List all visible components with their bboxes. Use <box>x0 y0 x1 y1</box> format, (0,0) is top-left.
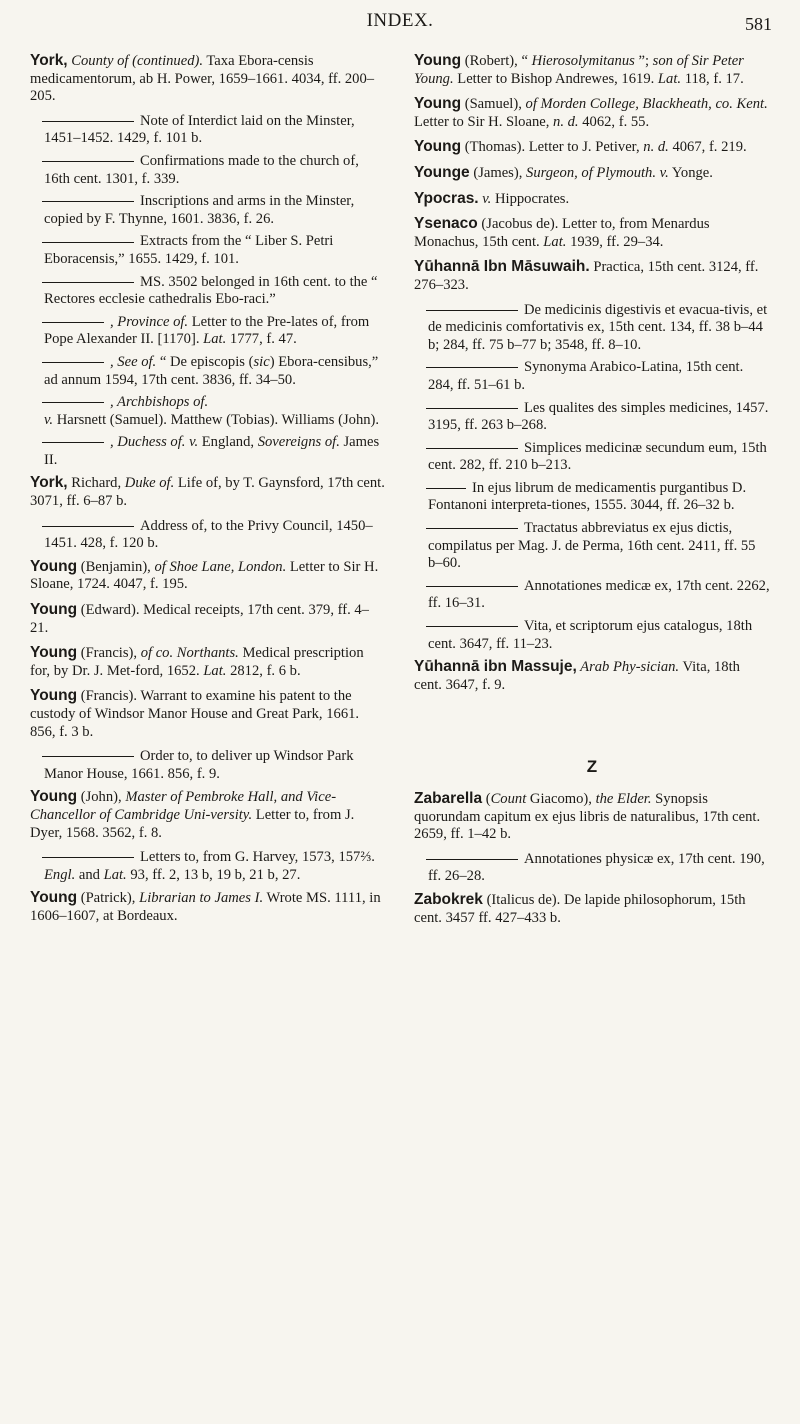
page-title: INDEX. <box>366 10 434 31</box>
entry-text: Life of, by T. Gaynsford, 17th cent. 3071, ff. 6–87 b. <box>30 475 385 510</box>
subentry-text: ) Ebora-censibus,” ad annum 1594, 17th cent. 3836, ff. 34–50. <box>44 353 379 388</box>
entry-younge-james <box>414 164 770 183</box>
headword: Young <box>414 138 462 156</box>
dash-rule <box>42 857 134 858</box>
entry-text: Wrote MS. 1111, in 1606–1607, at Bordeaux. <box>30 890 381 924</box>
subentry <box>30 274 386 309</box>
see-also-marker: v. <box>189 434 199 451</box>
subentry-qualifier: , Province of. <box>110 313 189 330</box>
page-number: 581 <box>745 14 772 34</box>
subentry <box>30 233 386 268</box>
entry-text: Giacomo), <box>526 791 596 807</box>
section-letter: Z <box>586 757 598 777</box>
subentry <box>30 748 386 783</box>
subentry <box>414 400 770 435</box>
dash-rule <box>42 121 134 122</box>
entry-text: Practica, 15th cent. 3124, ff. 276–323. <box>414 259 759 293</box>
headword: Yūhannā Ibn Māsuwaih. <box>414 258 590 276</box>
headword: Young <box>30 557 78 575</box>
sic-note: sic <box>253 353 270 370</box>
entry-text: Synopsis quorundam capitum ex ejus libris de naturalibus, 17th cent. 2659, ff. 1–42 b. <box>414 791 761 843</box>
headword: Ypocras. <box>414 189 479 207</box>
entry-text: (Samuel), <box>461 96 526 113</box>
subentry <box>414 851 770 886</box>
subentry-text: In ejus librum de medicamentis purgantibus D. Fontanoni interpreta-tiones, 1555. 3044, ff. 26–32 b. <box>428 479 747 514</box>
headword: Young <box>30 687 78 705</box>
subentry-province <box>30 314 386 349</box>
entry-text: 1939, ff. 29–34. <box>566 233 664 250</box>
entry-text: Letter to Sir H. Sloane, 1724. 4047, f. 195. <box>30 558 379 593</box>
dash-rule <box>42 402 104 403</box>
subentry-text: “ De episcopis ( <box>156 353 254 370</box>
headword: York, <box>30 474 68 492</box>
entry-text: 2812, f. 6 b. <box>226 662 301 679</box>
left-column <box>30 52 386 933</box>
entry-text: (Robert), “ <box>461 53 532 69</box>
subentry-text: De medicinis digestivis et evacua-tivis, et de medicinis comfortativis ex, 15th cent. 134, ff. 38 b–44 b; 284, ff. 75 b–77 b; 3548, ff. 8–10. <box>428 301 768 353</box>
headword: Zabokrek <box>414 890 483 908</box>
subentry-text: James II. <box>44 434 380 468</box>
right-column <box>414 52 770 934</box>
language-tag: Lat. <box>543 233 567 250</box>
subentry-text: Letter to the Pre-lates of, from Pope Alexander II. [1170]. <box>44 313 370 348</box>
entry-text: Hippocrates. <box>491 190 570 207</box>
subentry <box>414 359 770 394</box>
language-tag: Lat. <box>657 70 682 87</box>
subentry-text: Extracts from the “ Liber S. Petri Eboracensis,” 1655. 1429, f. 101. <box>44 233 334 267</box>
subentry <box>414 578 770 613</box>
entry-text: Letter to Bishop Andrewes, 1619. <box>453 70 658 87</box>
entry-ypocras <box>414 190 770 209</box>
entry-qualifier: Surgeon, of Plymouth. <box>526 164 657 181</box>
subentry-text: England, <box>198 434 258 451</box>
entry-young-francis-northants <box>30 644 386 680</box>
entry-text: (Italicus de). De lapide philosophorum, 15th cent. 3457 ff. 427–433 b. <box>414 891 746 926</box>
entry-text: Yonge. <box>668 164 713 181</box>
subentry-text: Simplices medicinæ secundum eum, 15th cent. 282, ff. 210 b–213. <box>428 439 767 474</box>
entry-young-francis-windsor <box>30 687 386 741</box>
subentry-text: Tractatus abbreviatus ex ejus dictis, compilatus per Mag. J. de Perma, 16th cent. 2411, ff. 55 b–60. <box>428 520 756 572</box>
entry-ysenaco <box>414 215 770 251</box>
dash-rule <box>42 322 104 323</box>
subentry-qualifier: , Duchess of. <box>110 434 186 451</box>
subentry <box>414 618 770 653</box>
subentry-text: Annotationes medicæ ex, 17th cent. 2262, ff. 16–31. <box>428 577 770 612</box>
dash-rule <box>42 282 134 283</box>
subentry-duchess <box>30 434 386 469</box>
dash-rule <box>426 448 518 449</box>
subentry-qualifier: Sovereigns of. <box>257 434 340 451</box>
dash-rule <box>42 526 134 527</box>
entry-young-patrick <box>30 889 386 925</box>
headword: Younge <box>414 163 470 181</box>
headword: Young <box>30 601 78 619</box>
entry-qualifier: Duke of. <box>124 475 175 492</box>
entry-young-edward <box>30 601 386 637</box>
language-tag: Lat. <box>203 331 227 348</box>
entry-yuhanna-massuje <box>414 658 770 694</box>
subentry <box>30 153 386 188</box>
subentry <box>30 518 386 553</box>
subentry <box>414 302 770 355</box>
entry-qualifier: Master of Pembroke Hall, and Vice-Chancellor of Cambridge Uni-versity. <box>30 789 337 823</box>
entry-text: (Jacobus de). Letter to, from Menardus Monachus, 15th cent. <box>414 216 710 250</box>
entry-york-county <box>30 52 386 106</box>
entry-text: 118, f. 17. <box>681 70 744 87</box>
entry-qualifier: the Elder. <box>595 791 652 807</box>
headword: Ysenaco <box>414 215 478 233</box>
subentry <box>414 440 770 475</box>
subentry-text: Inscriptions and arms in the Minster, copied by F. Thynne, 1601. 3836, f. 26. <box>44 193 355 227</box>
entry-york-richard <box>30 474 386 510</box>
subentry <box>30 849 386 884</box>
subentry-text: Annotationes physicæ ex, 17th cent. 190, ff. 26–28. <box>428 850 765 885</box>
headword: Young <box>30 889 78 907</box>
subentry-text: Les qualites des simples medicines, 1457. 3195, ff. 263 b–268. <box>428 399 769 434</box>
headword: York, <box>30 52 68 69</box>
dash-rule <box>426 859 518 860</box>
language-tag: Lat. <box>203 662 227 679</box>
entry-text: (Thomas). Letter to J. Petiver, <box>461 139 644 156</box>
entry-text: Richard, <box>67 475 125 492</box>
entry-text: 4062, f. 55. <box>578 113 650 130</box>
entry-young-thomas <box>414 138 770 157</box>
subentry-text: 93, ff. 2, 13 b, 19 b, 21 b, 27. <box>126 866 301 883</box>
entry-text: (Francis). Warrant to examine his patent to the custody of Windsor Manor House and Great Park, 1661. 856, f. 3 b. <box>30 688 360 740</box>
entry-text: (Edward). Medical receipts, 17th cent. 379, ff. 4–21. <box>30 602 369 636</box>
headword: Young <box>30 644 78 662</box>
subentry-qualifier: , Archbishops of. <box>110 394 209 411</box>
subentry-text: and <box>75 866 104 883</box>
subentry-see <box>30 354 386 389</box>
entry-qualifier: Count <box>490 791 527 807</box>
no-date-tag: n. d. <box>553 113 579 130</box>
subentry-qualifier: , See of. <box>110 353 157 370</box>
entry-qualifier: of Shoe Lane, London. <box>154 558 287 575</box>
see-also-marker: v. <box>44 411 54 428</box>
entry-text: (Patrick), <box>77 890 140 907</box>
entry-text: Taxa Ebora-censis medicamentorum, ab H. Power, 1659–1661. 4034, ff. 200–205. <box>30 53 375 105</box>
no-date-tag: n. d. <box>643 139 669 156</box>
dash-rule <box>426 367 518 368</box>
entry-zabokrek <box>414 891 770 927</box>
entry-young-benjamin <box>30 558 386 594</box>
entry-text: ( <box>482 791 491 807</box>
entry-zabarella <box>414 790 770 844</box>
dash-rule <box>42 756 134 757</box>
subentry-text: Confirmations made to the church of, 16th cent. 1301, f. 339. <box>44 152 359 187</box>
entry-qualifier: son of Sir Peter Young. <box>414 53 744 87</box>
subentry-text: Note of Interdict laid on the Minster, 1451–1452. 1429, f. 101 b. <box>44 112 355 147</box>
subentry-text: Order to, to deliver up Windsor Park Manor House, 1661. 856, f. 9. <box>44 748 354 782</box>
entry-text: (James), <box>469 164 527 181</box>
dash-rule <box>42 242 134 243</box>
entry-qualifier: of Morden College, Blackheath, co. Kent. <box>525 96 768 113</box>
dash-rule <box>426 528 518 529</box>
entry-young-john <box>30 788 386 842</box>
headword: Young <box>30 788 78 806</box>
dash-rule <box>426 408 518 409</box>
entry-text: (Benjamin), <box>77 558 155 575</box>
headword: Young <box>414 95 462 113</box>
subentry <box>30 113 386 148</box>
subentry-text: MS. 3502 belonged in 16th cent. to the “ Rectores ecclesie cathedralis Ebo-raci.” <box>44 273 378 308</box>
entry-text: Vita, 18th cent. 3647, f. 9. <box>414 659 740 693</box>
entry-text: Letter to, from J. Dyer, 1568. 3562, f. 8. <box>30 806 355 841</box>
see-also-marker: v. <box>659 164 669 181</box>
headword: Yūhannā ibn Massuje, <box>414 658 577 676</box>
see-also-marker: v. <box>482 190 492 207</box>
subentry <box>414 480 770 515</box>
entry-young-robert <box>414 52 770 88</box>
subentry <box>414 520 770 573</box>
subentry-archbishops <box>30 394 386 429</box>
subentry-ref: 1777, f. 47. <box>226 331 297 348</box>
entry-qualifier: of co. Northants. <box>140 645 239 662</box>
entry-qualifier: Arab Phy-sician. <box>576 659 680 676</box>
entry-text: 4067, f. 219. <box>668 139 747 156</box>
subentry-text: Letters to, from G. Harvey, 1573, 157⅔. <box>140 849 375 866</box>
dash-rule <box>42 362 104 363</box>
entry-text: ”; <box>634 53 653 69</box>
subentry-text: Harsnett (Samuel). Matthew (Tobias). Williams (John). <box>53 411 380 428</box>
subentry-text: Address of, to the Privy Council, 1450–1451. 428, f. 120 b. <box>44 517 373 552</box>
dash-rule <box>42 161 134 162</box>
language-tag: Engl. <box>44 866 76 883</box>
headword: Young <box>414 52 462 69</box>
subentry <box>30 193 386 228</box>
subentry-text: Vita, et scriptorum ejus catalogus, 18th cent. 3647, ff. 11–23. <box>428 618 753 652</box>
entry-young-samuel <box>414 95 770 131</box>
entry-text: (John), <box>77 789 126 806</box>
dash-rule <box>426 586 518 587</box>
entry-text: (Francis), <box>77 645 141 662</box>
entry-text: Letter to Sir H. Sloane, <box>414 113 554 130</box>
dash-rule <box>426 488 466 489</box>
language-tag: Lat. <box>103 866 127 883</box>
entry-qualifier: Hierosolymitanus <box>531 53 635 69</box>
entry-qualifier: Librarian to James I. <box>139 890 264 907</box>
dash-rule <box>42 442 104 443</box>
entry-qualifier: County of (continued). <box>71 53 204 69</box>
page-header <box>0 0 800 50</box>
dash-rule <box>42 201 134 202</box>
entry-text: Medical prescription for, by Dr. J. Met-ford, 1652. <box>30 645 364 679</box>
dash-rule <box>426 310 518 311</box>
headword: Zabarella <box>414 790 483 807</box>
entry-yuhanna-masuwaih <box>414 258 770 294</box>
dash-rule <box>426 626 518 627</box>
subentry-text: Synonyma Arabico-Latina, 15th cent. 284, ff. 51–61 b. <box>428 359 744 393</box>
